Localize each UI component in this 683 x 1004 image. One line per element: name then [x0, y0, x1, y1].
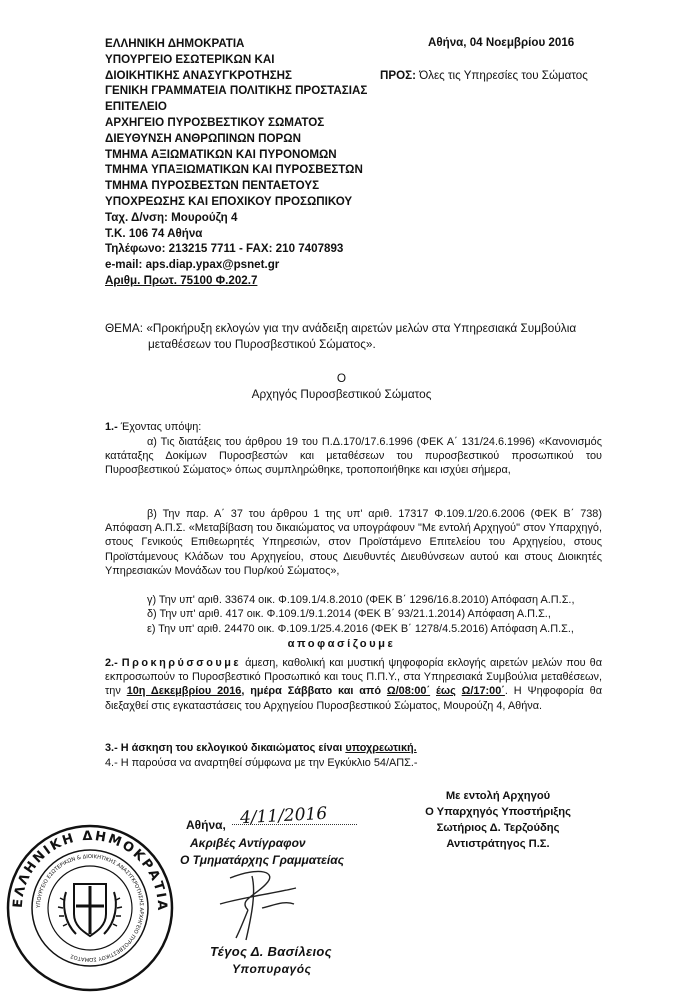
consideration-a: α) Τις διατάξεις του άρθρου 19 του Π.Δ.170/17.6.1996 (ΦΕΚ Α΄ 131/24.6.1996) «Κανονισμός κατάταξης Δοκίμων Πυροσβεστών και μεταθέσεων του πυροσβεστικού προσωπικού του Πυροσβεστικού Σώματος» όπως συμπληρώθηκε, τροποποιήθηκε και ισχύει σήμερα,	[105, 436, 602, 477]
header-line: ΔΙΟΙΚΗΤΙΚΗΣ ΑΝΑΣΥΓΚΡΟΤΗΣΗΣ	[105, 68, 292, 82]
copy-department-head: Ο Τμηματάρχης Γραμματείας	[180, 853, 345, 867]
signature-line: Αντιστράτηγος Π.Σ.	[446, 838, 550, 850]
paragraph-4: 4.- Η παρούσα να αναρτηθεί σύμφωνα με την Εγκύκλιο 54/ΑΠΣ.-	[105, 757, 418, 769]
coat-of-arms-icon	[58, 884, 122, 936]
header-line: Τ.Κ. 106 74 Αθήνα	[105, 226, 203, 240]
paragraph-1-head: Έχοντας υπόψη:	[120, 421, 202, 433]
recipient-label: ΠΡΟΣ:	[380, 69, 416, 82]
paragraph-3-mandatory: υποχρεωτική.	[345, 742, 417, 754]
copy-rank: Υποπυραγός	[232, 962, 312, 976]
signature-block	[388, 788, 608, 852]
copy-certified: Ακριβές Αντίγραφον	[190, 836, 306, 850]
recipient	[380, 69, 588, 82]
subject	[105, 320, 576, 352]
paragraph-1-number: 1.-	[105, 421, 118, 433]
start-time: Ω/08:00΄	[386, 685, 431, 698]
header-line: ΔΙΕΥΘΥΝΣΗ ΑΝΘΡΩΠΙΝΩΝ ΠΟΡΩΝ	[105, 131, 301, 145]
recipient-value: Όλες τις Υπηρεσίες του Σώματος	[419, 69, 588, 82]
document-date: Αθήνα, 04 Νοεμβρίου 2016	[428, 36, 575, 49]
header-line: ΥΠΟΧΡΕΩΣΗΣ ΚΑΙ ΕΠΟΧΙΚΟΥ ΠΡΟΣΩΠΙΚΟΥ	[105, 194, 353, 208]
end-time: Ω/17:00΄	[461, 685, 505, 698]
paragraph-2-verb: Προκηρύσσουμε	[121, 657, 242, 669]
decision-word: αποφασίζουμε	[287, 638, 396, 650]
handwritten-signature	[200, 858, 310, 943]
consideration-c: γ) Την υπ' αριθ. 33674 οικ. Φ.109.1/4.8.2010 (ΦΕΚ Β΄ 1296/16.8.2010) Απόφαση Α.Π.Σ.,	[147, 594, 575, 606]
header-line: Ταχ. Δ/νση: Μουρούζη 4	[105, 210, 238, 224]
paragraph-3-text: 3.- Η άσκηση του εκλογικού δικαιώματος είναι	[105, 742, 343, 754]
election-date: 10η Δεκεμβρίου 2016	[126, 685, 242, 698]
paragraph-2-number: 2.-	[105, 657, 118, 669]
copy-name: Τέγος Δ. Βασίλειος	[210, 944, 332, 959]
paragraph-2-text-2: . Η Ψηφοφορία θα διεξαχθεί στις εγκαταστάσεις του Αρχηγείου Πυροσβεστικού Σώματος, Μουρούζη 4, Αθήνα.	[105, 685, 603, 712]
header-line: ΤΜΗΜΑ ΠΥΡΟΣΒΕΣΤΩΝ ΠΕΝΤΑΕΤΟΥΣ	[105, 179, 320, 193]
header-line: ΓΕΝΙΚΗ ΓΡΑΜΜΑΤΕΙΑ ΠΟΛΙΤΙΚΗΣ ΠΡΟΣΤΑΣΙΑΣ	[105, 84, 368, 98]
header-line: ΤΜΗΜΑ ΥΠΑΞΙΩΜΑΤΙΚΩΝ ΚΑΙ ΠΥΡΟΣΒΕΣΤΩΝ	[105, 163, 363, 177]
protocol-number: Αριθμ. Πρωτ. 75100 Φ.202.7	[105, 273, 258, 287]
paragraph-2	[105, 656, 602, 713]
subject-label: ΘΕΜΑ:	[105, 321, 144, 335]
sender-header	[105, 36, 367, 289]
header-line: ΤΜΗΜΑ ΑΞΙΩΜΑΤΙΚΩΝ ΚΑΙ ΠΥΡΟΝΟΜΩΝ	[105, 147, 337, 161]
signature-line: Με εντολή Αρχηγού	[445, 790, 551, 802]
title-chief: Αρχηγός Πυροσβεστικού Σώματος	[251, 387, 432, 401]
header-line: Τηλέφωνο: 213215 7711 - FAX: 210 7407893	[105, 242, 344, 256]
paragraph-1-heading	[105, 420, 602, 434]
signature-line: Ο Υπαρχηγός Υποστήριξης	[425, 806, 571, 818]
header-line: e-mail: aps.diap.ypax@psnet.gr	[105, 258, 280, 272]
paragraph-3	[105, 741, 602, 755]
election-day: , ημέρα Σάββατο και από	[241, 685, 381, 698]
official-seal	[4, 822, 176, 994]
handwritten-date: 4/11/2016	[239, 803, 328, 829]
paragraph-2-text-1: άμεση, καθολική και μυστική ψηφοφορία εκλογής αιρετών μελών που θα εκπροσωπούν το Πυροσβεστικό Προσωπικό και τους Π.Π.Υ., στα Υπηρεσιακά Συμβούλια μεταθέσεων, την	[105, 657, 603, 698]
copy-place: Αθήνα,	[186, 818, 226, 832]
consideration-b: β) Την παρ. Α΄ 37 του άρθρου 1 της υπ' αριθ. 17317 Φ.109.1/20.6.2006 (ΦΕΚ Β΄ 738) Απόφαση Α.Π.Σ. «Μεταβίβαση του δικαιώματος να υπογράφουν "Με εντολή Αρχηγού" στον Υπαρχηγό, στους Γενικούς Επιθεωρητές Υπηρεσιών, στον Προϊστάμενο Επιτελείου του Αρχηγείου, στους Προϊστάμενους Κλάδων του Αρχηγείου, στους Διευθυντές Διευθύνσεων αυτού και στους Διοικητές Υπηρεσιακών Μονάδων του Πυρ/κού Σώματος»,	[105, 508, 602, 577]
consideration-e: ε) Την υπ' αριθ. 24470 οικ. Φ.109.1/25.4.2016 (ΦΕΚ Β΄ 1278/4.5.2016) Απόφαση Α.Π.Σ.,	[147, 623, 574, 635]
subject-line-2: μεταθέσεων του Πυροσβεστικού Σώματος».	[148, 337, 376, 351]
until-word: έως	[436, 685, 456, 698]
header-line: ΕΛΛΗΝΙΚΗ ΔΗΜΟΚΡΑΤΙΑ	[105, 37, 245, 50]
header-line: ΕΠΙΤΕΛΕΙΟ	[105, 100, 167, 114]
title-article: Ο	[336, 371, 347, 385]
consideration-d: δ) Την υπ' αριθ. 417 οικ. Φ.109.1/9.1.2014 (ΦΕΚ Β΄ 93/21.1.2014) Απόφαση Α.Π.Σ.,	[147, 608, 551, 620]
svg-text:ΕΛΛΗΝΙΚΗ ΔΗΜΟΚΡΑΤΙΑ: ΕΛΛΗΝΙΚΗ ΔΗΜΟΚΡΑΤΙΑ	[10, 828, 170, 913]
header-line: ΑΡΧΗΓΕΙΟ ΠΥΡΟΣΒΕΣΤΙΚΟΥ ΣΩΜΑΤΟΣ	[105, 115, 325, 129]
signature-line: Σωτήριος Δ. Τερζούδης	[436, 822, 560, 834]
subject-line-1: «Προκήρυξη εκλογών για την ανάδειξη αιρετών μελών στα Υπηρεσιακά Συμβούλια	[146, 321, 577, 335]
header-line: ΥΠΟΥΡΓΕΙΟ ΕΣΩΤΕΡΙΚΩΝ ΚΑΙ	[105, 52, 275, 66]
svg-text:ΥΠΟΥΡΓΕΙΟ ΕΣΩΤΕΡΙΚΩΝ & ΔΙΟΙΚΗΤ: ΥΠΟΥΡΓΕΙΟ ΕΣΩΤΕΡΙΚΩΝ & ΔΙΟΙΚΗΤΙΚΗΣ ΑΝΑΣΥΓΚΡΟΤΗΣΗΣ ΑΡΧΗΓΕΙΟ ΠΥΡΟΣΒΕΣΤΙΚΟΥ ΣΩΜΑΤΟΣ	[35, 853, 145, 963]
